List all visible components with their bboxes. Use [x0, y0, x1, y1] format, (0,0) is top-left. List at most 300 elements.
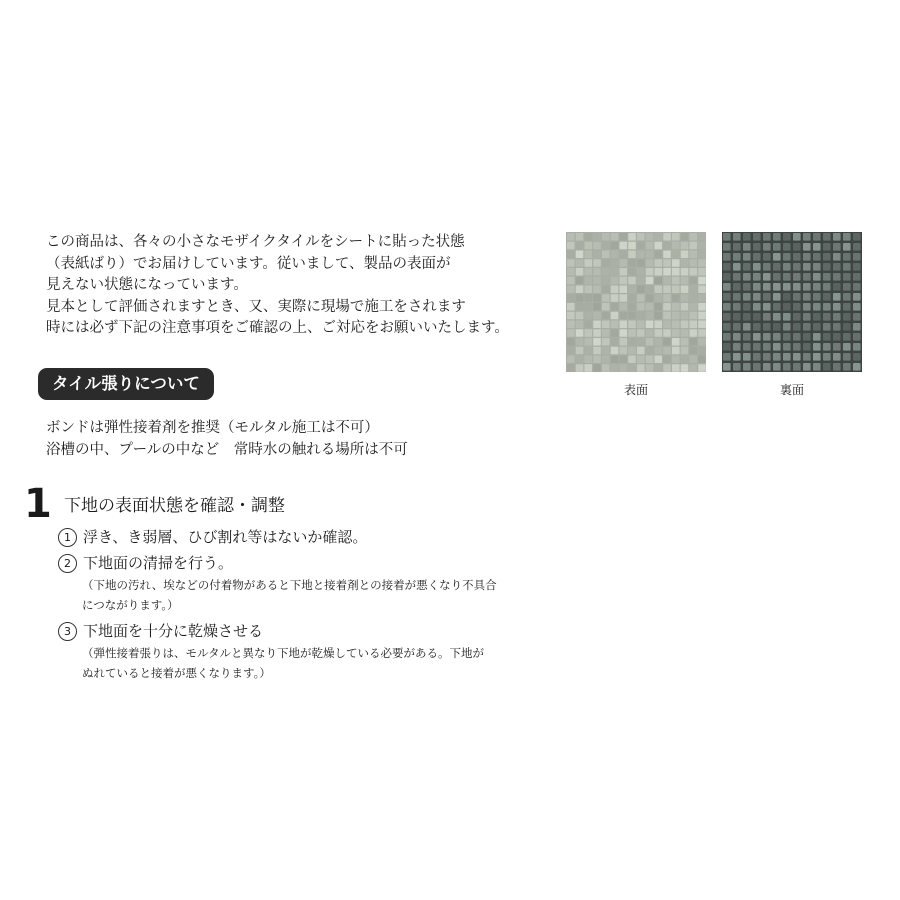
mosaic-tile — [723, 353, 731, 361]
mosaic-tile — [733, 353, 741, 361]
mosaic-tile — [723, 313, 731, 321]
mosaic-tile — [698, 233, 706, 241]
mosaic-tile — [567, 286, 575, 294]
mosaic-tile — [743, 283, 751, 291]
mosaic-tile — [620, 294, 628, 302]
mosaic-tile — [620, 347, 628, 355]
mosaic-tile — [833, 283, 841, 291]
mosaic-tile — [646, 364, 654, 372]
mosaic-tile — [681, 277, 689, 285]
mosaic-tile — [681, 233, 689, 241]
mosaic-tile — [723, 343, 731, 351]
mosaic-tile — [853, 343, 861, 351]
item-number: 1 — [58, 528, 77, 547]
mosaic-tile — [628, 286, 636, 294]
mosaic-tile — [628, 312, 636, 320]
mosaic-tile — [611, 364, 619, 372]
mosaic-tile — [753, 233, 761, 241]
mosaic-tile — [763, 333, 771, 341]
mosaic-tile — [681, 286, 689, 294]
mosaic-tile — [723, 333, 731, 341]
mosaic-tile — [733, 243, 741, 251]
mosaic-tile — [646, 242, 654, 250]
intro-line: 見えない状態になっています。 — [46, 277, 248, 293]
mosaic-tile — [628, 356, 636, 364]
mosaic-tile — [681, 242, 689, 250]
mosaic-tile — [567, 259, 575, 267]
mosaic-tile — [655, 312, 663, 320]
mosaic-tile — [833, 303, 841, 311]
mosaic-tile — [833, 333, 841, 341]
intro-line: （表紙ばり）でお届けしています。従いまして、製品の表面が — [46, 255, 451, 272]
mosaic-tile — [576, 329, 584, 337]
mosaic-tile — [620, 251, 628, 259]
mosaic-tile — [698, 286, 706, 294]
mosaic-tile — [681, 303, 689, 311]
mosaic-tile — [773, 343, 781, 351]
mosaic-tile — [698, 338, 706, 346]
mosaic-tile — [690, 356, 698, 364]
mosaic-tile — [628, 251, 636, 259]
mosaic-tile — [753, 323, 761, 331]
mosaic-tile — [753, 353, 761, 361]
mosaic-tile — [593, 277, 601, 285]
mosaic-tile — [853, 323, 861, 331]
mosaic-tile — [690, 268, 698, 276]
mosaic-tile — [793, 233, 801, 241]
mosaic-tile — [637, 338, 645, 346]
mosaic-tile — [853, 263, 861, 271]
mosaic-tile — [743, 363, 751, 371]
mosaic-tile — [853, 353, 861, 361]
mosaic-tile — [803, 273, 811, 281]
mosaic-tile — [646, 277, 654, 285]
mosaic-tile — [813, 363, 821, 371]
mosaic-tile — [611, 338, 619, 346]
mosaic-tile — [567, 347, 575, 355]
mosaic-tile — [620, 286, 628, 294]
mosaic-tile — [743, 263, 751, 271]
mosaic-tile — [753, 313, 761, 321]
mosaic-tile — [611, 329, 619, 337]
mosaic-tile — [576, 294, 584, 302]
mosaic-tile — [723, 283, 731, 291]
mosaic-tile — [655, 364, 663, 372]
mosaic-tile — [783, 333, 791, 341]
mosaic-tile — [803, 263, 811, 271]
mosaic-tile — [823, 283, 831, 291]
mosaic-tile — [853, 293, 861, 301]
mosaic-tile — [637, 286, 645, 294]
mosaic-tile — [783, 263, 791, 271]
mosaic-tile — [628, 364, 636, 372]
mosaic-tile — [602, 294, 610, 302]
mosaic-tile — [803, 243, 811, 251]
mosaic-tile — [690, 286, 698, 294]
mosaic-tile — [620, 312, 628, 320]
section-title: タイル張りについて — [38, 368, 214, 400]
mosaic-tile — [620, 321, 628, 329]
mosaic-tile — [698, 347, 706, 355]
mosaic-tile — [753, 293, 761, 301]
mosaic-tile — [620, 259, 628, 267]
mosaic-tile — [743, 343, 751, 351]
mosaic-tile — [646, 268, 654, 276]
mosaic-tile — [843, 303, 851, 311]
mosaic-tile — [823, 253, 831, 261]
mosaic-tile — [698, 321, 706, 329]
step-item — [58, 526, 367, 548]
mosaic-tile — [602, 277, 610, 285]
mosaic-tile — [813, 333, 821, 341]
mosaic-tile — [783, 293, 791, 301]
mosaic-tile — [567, 268, 575, 276]
mosaic-tile — [793, 283, 801, 291]
mosaic-tile — [723, 263, 731, 271]
mosaic-tile — [698, 312, 706, 320]
mosaic-tile — [690, 364, 698, 372]
mosaic-tile — [663, 233, 671, 241]
mosaic-tile — [663, 329, 671, 337]
mosaic-tile — [823, 303, 831, 311]
note-line: につながります。） — [82, 598, 179, 612]
mosaic-tile — [620, 364, 628, 372]
step-item — [58, 552, 233, 574]
mosaic-tile — [655, 259, 663, 267]
mosaic-tile — [813, 263, 821, 271]
mosaic-tile — [681, 321, 689, 329]
mosaic-tile — [611, 347, 619, 355]
mosaic-tile — [783, 283, 791, 291]
back-caption: 裏面 — [779, 383, 804, 397]
mosaic-tile — [803, 343, 811, 351]
mosaic-tile — [672, 259, 680, 267]
mosaic-tile — [593, 286, 601, 294]
note-line: ぬれていると接着が悪くなります。） — [82, 666, 271, 680]
mosaic-tile — [690, 338, 698, 346]
mosaic-tile — [672, 277, 680, 285]
mosaic-tile — [628, 321, 636, 329]
mosaic-tile — [567, 233, 575, 241]
mosaic-tile — [690, 303, 698, 311]
mosaic-tile — [813, 343, 821, 351]
mosaic-tile — [763, 353, 771, 361]
mosaic-tile — [723, 323, 731, 331]
mosaic-tile — [803, 233, 811, 241]
mosaic-tile — [602, 286, 610, 294]
mosaic-tile — [576, 251, 584, 259]
mosaic-tile — [793, 293, 801, 301]
mosaic-tile — [585, 364, 593, 372]
mosaic-tile — [655, 242, 663, 250]
mosaic-tile — [763, 233, 771, 241]
mosaic-tile — [833, 353, 841, 361]
mosaic-tile — [585, 356, 593, 364]
mosaic-tile — [628, 277, 636, 285]
mosaic-tile — [743, 353, 751, 361]
mosaic-tile — [576, 321, 584, 329]
mosaic-tile — [620, 277, 628, 285]
mosaic-tile — [672, 233, 680, 241]
mosaic-tile — [672, 251, 680, 259]
step-number: 1 — [24, 481, 52, 527]
mosaic-tile — [843, 323, 851, 331]
mosaic-tile — [853, 303, 861, 311]
mosaic-tile — [646, 233, 654, 241]
mosaic-tile — [637, 277, 645, 285]
mosaic-tile — [733, 273, 741, 281]
mosaic-tile — [637, 233, 645, 241]
mosaic-tile — [783, 303, 791, 311]
mosaic-tile — [567, 329, 575, 337]
mosaic-tile — [637, 321, 645, 329]
mosaic-tile — [655, 277, 663, 285]
mosaic-tile — [585, 251, 593, 259]
mosaic-tile — [698, 259, 706, 267]
mosaic-tile — [763, 343, 771, 351]
mosaic-tile — [803, 333, 811, 341]
mosaic-tile — [593, 251, 601, 259]
mosaic-tile — [611, 242, 619, 250]
mosaic-tile — [620, 329, 628, 337]
mosaic-tile — [773, 283, 781, 291]
mosaic-tile — [646, 303, 654, 311]
mosaic-tile — [793, 343, 801, 351]
mosaic-tile — [602, 233, 610, 241]
mosaic-tile — [733, 333, 741, 341]
mosaic-tile — [733, 253, 741, 261]
mosaic-tile — [823, 333, 831, 341]
mosaic-tile — [793, 243, 801, 251]
mosaic-tile — [628, 233, 636, 241]
mosaic-tile — [733, 233, 741, 241]
mosaic-tile — [763, 313, 771, 321]
mosaic-tile — [672, 242, 680, 250]
mosaic-tile — [585, 338, 593, 346]
mosaic-tile — [637, 294, 645, 302]
mosaic-tile — [698, 329, 706, 337]
mosaic-tile — [698, 251, 706, 259]
mosaic-tile — [567, 303, 575, 311]
mosaic-tile — [690, 259, 698, 267]
mosaic-tile — [773, 323, 781, 331]
mosaic-tile — [723, 243, 731, 251]
mosaic-tile — [576, 303, 584, 311]
mosaic-tile — [773, 303, 781, 311]
mosaic-tile — [833, 313, 841, 321]
mosaic-tile — [585, 303, 593, 311]
mosaic-tile — [663, 364, 671, 372]
mosaic-tile — [823, 313, 831, 321]
mosaic-tile — [783, 353, 791, 361]
mosaic-tile — [681, 259, 689, 267]
mosaic-tile — [813, 283, 821, 291]
mosaic-tile — [602, 242, 610, 250]
mosaic-tile — [723, 273, 731, 281]
mosaic-tile — [567, 277, 575, 285]
mosaic-tile — [663, 303, 671, 311]
note-line: （弾性接着張りは、モルタルと異なり下地が乾燥している必要がある。下地が — [82, 646, 485, 660]
mosaic-tile — [620, 356, 628, 364]
mosaic-tile — [843, 363, 851, 371]
mosaic-tile — [620, 233, 628, 241]
mosaic-tile — [793, 263, 801, 271]
mosaic-tile — [593, 329, 601, 337]
mosaic-tile — [637, 347, 645, 355]
mosaic-tile — [576, 286, 584, 294]
mosaic-tile — [681, 268, 689, 276]
mosaic-tile — [833, 323, 841, 331]
mosaic-tile — [783, 323, 791, 331]
mosaic-tile — [690, 347, 698, 355]
mosaic-tile — [823, 273, 831, 281]
mosaic-tile — [763, 263, 771, 271]
mosaic-tile — [672, 303, 680, 311]
mosaic-tile — [783, 273, 791, 281]
mosaic-tile — [602, 321, 610, 329]
mosaic-tile — [843, 263, 851, 271]
mosaic-tile — [672, 356, 680, 364]
mosaic-tile — [763, 253, 771, 261]
intro-line: 時には必ず下記の注意事項をご確認の上、ご対応をお願いいたします。 — [46, 320, 509, 336]
mosaic-tile — [803, 303, 811, 311]
mosaic-tile — [733, 323, 741, 331]
mosaic-tile — [753, 283, 761, 291]
mosaic-tile — [773, 233, 781, 241]
mosaic-tile — [655, 347, 663, 355]
mosaic-tile — [567, 294, 575, 302]
bond-notes — [46, 417, 408, 461]
bond-line: ボンドは弾性接着剤を推奨（モルタル施工は不可） — [46, 420, 379, 436]
item-note — [82, 643, 484, 683]
mosaic-tile — [593, 233, 601, 241]
mosaic-tile — [723, 233, 731, 241]
mosaic-tile — [813, 313, 821, 321]
mosaic-tile — [773, 333, 781, 341]
mosaic-tile — [733, 363, 741, 371]
mosaic-tile — [611, 303, 619, 311]
step-title: 下地の表面状態を確認・調整 — [64, 496, 285, 516]
mosaic-tile — [602, 364, 610, 372]
mosaic-tile — [793, 303, 801, 311]
mosaic-tile — [672, 329, 680, 337]
mosaic-tile — [843, 243, 851, 251]
mosaic-tile — [611, 277, 619, 285]
mosaic-tile — [753, 263, 761, 271]
mosaic-tile — [576, 277, 584, 285]
mosaic-tile — [753, 333, 761, 341]
mosaic-tile — [585, 242, 593, 250]
mosaic-tile — [593, 259, 601, 267]
mosaic-tile — [672, 268, 680, 276]
mosaic-tile — [743, 293, 751, 301]
mosaic-tile — [585, 286, 593, 294]
mosaic-tile — [620, 338, 628, 346]
mosaic-tile — [602, 268, 610, 276]
mosaic-tile — [783, 363, 791, 371]
mosaic-tile — [843, 333, 851, 341]
mosaic-tile — [698, 277, 706, 285]
mosaic-tile — [833, 263, 841, 271]
mosaic-tile — [637, 268, 645, 276]
mosaic-tile — [833, 243, 841, 251]
mosaic-tile — [773, 293, 781, 301]
mosaic-tile — [753, 303, 761, 311]
mosaic-tile — [681, 338, 689, 346]
mosaic-tile — [843, 313, 851, 321]
mosaic-tile — [833, 233, 841, 241]
mosaic-tile — [823, 263, 831, 271]
bond-line: 浴槽の中、プールの中など 常時水の触れる場所は不可 — [46, 442, 408, 458]
mosaic-tile — [611, 321, 619, 329]
mosaic-tile — [585, 268, 593, 276]
mosaic-tile — [655, 268, 663, 276]
mosaic-tile — [663, 347, 671, 355]
mosaic-tile — [620, 242, 628, 250]
mosaic-tile — [663, 268, 671, 276]
mosaic-tile — [823, 323, 831, 331]
mosaic-tile — [853, 273, 861, 281]
mosaic-tile — [743, 313, 751, 321]
mosaic-tile — [585, 329, 593, 337]
mosaic-tile — [611, 233, 619, 241]
mosaic-tile — [576, 347, 584, 355]
mosaic-tile — [763, 323, 771, 331]
mosaic-tile — [620, 303, 628, 311]
mosaic-tile — [813, 293, 821, 301]
mosaic-tile — [773, 253, 781, 261]
mosaic-tile — [585, 259, 593, 267]
mosaic-tile — [733, 293, 741, 301]
mosaic-tile — [576, 356, 584, 364]
mosaic-tile — [823, 243, 831, 251]
mosaic-tile — [567, 338, 575, 346]
mosaic-tile — [611, 259, 619, 267]
mosaic-tile — [783, 253, 791, 261]
mosaic-tile — [672, 321, 680, 329]
mosaic-tile — [793, 333, 801, 341]
mosaic-tile — [803, 293, 811, 301]
mosaic-tile — [672, 347, 680, 355]
mosaic-tile — [663, 251, 671, 259]
mosaic-tile — [833, 253, 841, 261]
mosaic-tile — [593, 356, 601, 364]
mosaic-tile — [753, 363, 761, 371]
mosaic-tile — [646, 321, 654, 329]
mosaic-tile — [628, 294, 636, 302]
item-note — [82, 575, 497, 615]
mosaic-tile — [646, 356, 654, 364]
mosaic-tile — [763, 303, 771, 311]
mosaic-tile — [655, 294, 663, 302]
mosaic-tile — [733, 283, 741, 291]
mosaic-tile — [585, 312, 593, 320]
mosaic-tile — [593, 347, 601, 355]
mosaic-tile — [663, 321, 671, 329]
mosaic-tile — [602, 312, 610, 320]
item-text: 浮き、き弱層、ひび割れ等はないか確認。 — [83, 528, 368, 546]
mosaic-tile — [823, 363, 831, 371]
mosaic-tile — [663, 277, 671, 285]
mosaic-tile — [853, 233, 861, 241]
mosaic-tile — [773, 313, 781, 321]
mosaic-tile — [567, 356, 575, 364]
mosaic-tile — [576, 259, 584, 267]
mosaic-tile — [681, 364, 689, 372]
mosaic-tile — [567, 364, 575, 372]
mosaic-tile — [753, 273, 761, 281]
mosaic-tile — [593, 312, 601, 320]
